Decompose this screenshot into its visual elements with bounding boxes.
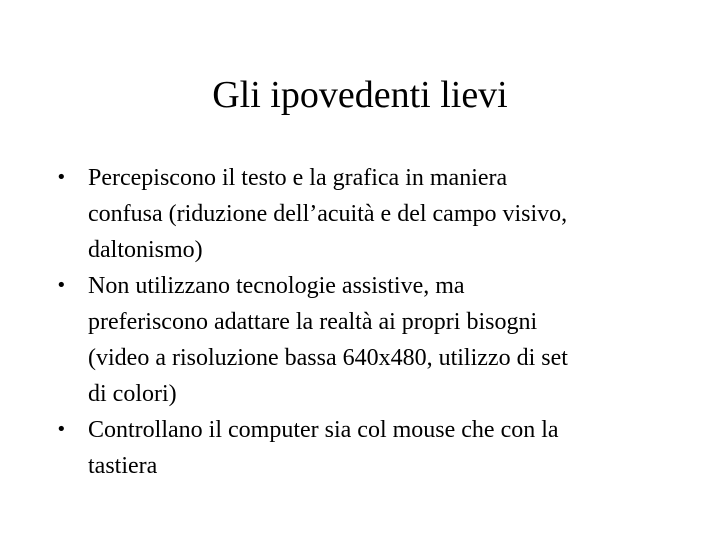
slide-title: Gli ipovedenti lievi (212, 74, 508, 116)
bullet-text-line: tastiera (88, 453, 158, 479)
bullet-text-line: (video a risoluzione bassa 640x480, utilizzo di set (88, 345, 568, 371)
bullet-text-line: Percepiscono il testo e la grafica in maniera (88, 165, 508, 191)
bullet-text-line: confusa (riduzione dell’acuità e del campo visivo, (88, 201, 568, 227)
bullet-list (56, 160, 676, 484)
bullet-icon: • (56, 419, 67, 440)
bullet-text-line: di colori) (88, 381, 177, 407)
bullet-text-line: preferiscono adattare la realtà ai propri bisogni (88, 309, 538, 335)
bullet-item (56, 412, 676, 484)
bullet-icon: • (56, 275, 67, 296)
bullet-icon: • (56, 167, 67, 188)
bullet-text-line: Controllano il computer sia col mouse che con la (88, 417, 559, 443)
bullet-text-line: Non utilizzano tecnologie assistive, ma (88, 273, 465, 299)
bullet-text-line: daltonismo) (88, 237, 203, 263)
bullet-item (56, 160, 676, 268)
bullet-item (56, 268, 676, 412)
